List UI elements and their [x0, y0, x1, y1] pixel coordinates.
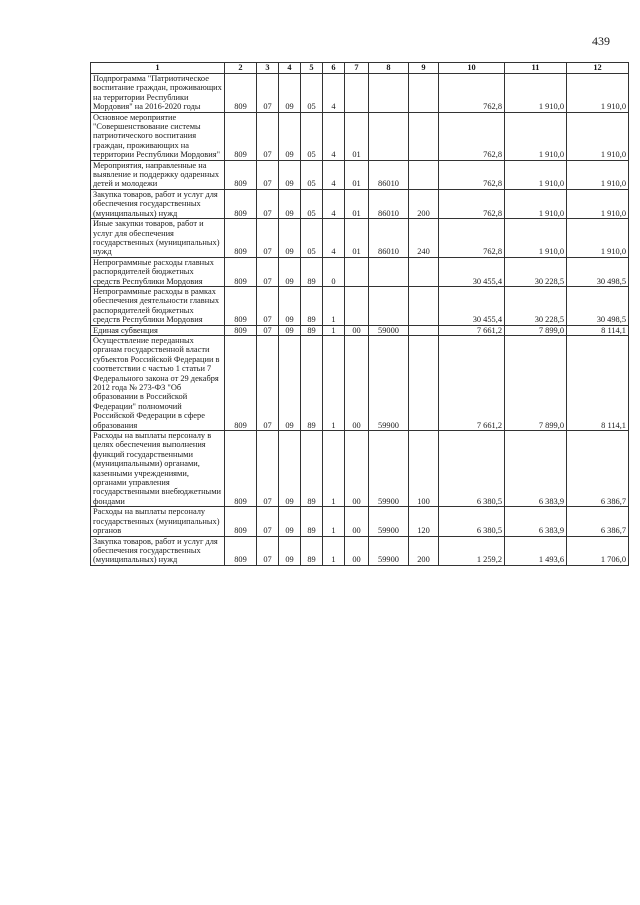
amount-col-10: 7 661,2 — [439, 335, 505, 430]
section-code: 07 — [257, 219, 279, 258]
subprogram-code: 1 — [323, 507, 345, 536]
amount-col-11: 7 899,0 — [505, 335, 567, 430]
subsection-code: 09 — [279, 507, 301, 536]
column-header: 10 — [439, 63, 505, 74]
section-code: 07 — [257, 189, 279, 218]
activity-code: 00 — [345, 431, 369, 507]
row-description: Закупка товаров, работ и услуг для обеспечения государственных (муниципальных) нужд — [91, 189, 225, 218]
row-description: Иные закупки товаров, работ и услуг для обеспечения государственных (муниципальных) нужд — [91, 219, 225, 258]
section-code: 07 — [257, 74, 279, 113]
row-description: Основное мероприятие "Совершенствование системы патриотического воспитания граждан, проживающих на территории Республики Мордовия" — [91, 112, 225, 160]
program-code: 89 — [301, 286, 323, 325]
amount-col-12: 1 910,0 — [567, 160, 629, 189]
amount-col-12: 1 910,0 — [567, 112, 629, 160]
subprogram-code: 1 — [323, 325, 345, 335]
amount-col-11: 6 383,9 — [505, 431, 567, 507]
column-header: 9 — [409, 63, 439, 74]
amount-col-10: 6 380,5 — [439, 507, 505, 536]
section-code: 07 — [257, 335, 279, 430]
table-row — [91, 536, 629, 565]
expense-type-code: 200 — [409, 189, 439, 218]
admin-code: 809 — [225, 507, 257, 536]
row-description: Непрограммные расходы главных распорядителей бюджетных средств Республики Мордовия — [91, 257, 225, 286]
section-code: 07 — [257, 507, 279, 536]
admin-code: 809 — [225, 219, 257, 258]
subsection-code: 09 — [279, 286, 301, 325]
section-code: 07 — [257, 325, 279, 335]
expense-type-code: 240 — [409, 219, 439, 258]
direction-code — [369, 257, 409, 286]
program-code: 89 — [301, 507, 323, 536]
subprogram-code: 4 — [323, 112, 345, 160]
amount-col-11: 1 910,0 — [505, 74, 567, 113]
expense-type-code — [409, 257, 439, 286]
column-header: 1 — [91, 63, 225, 74]
amount-col-12: 6 386,7 — [567, 507, 629, 536]
subsection-code: 09 — [279, 431, 301, 507]
admin-code: 809 — [225, 189, 257, 218]
column-header: 3 — [257, 63, 279, 74]
amount-col-10: 762,8 — [439, 189, 505, 218]
activity-code: 00 — [345, 507, 369, 536]
row-description: Расходы на выплаты персоналу государственных (муниципальных) органов — [91, 507, 225, 536]
direction-code — [369, 112, 409, 160]
amount-col-10: 7 661,2 — [439, 325, 505, 335]
amount-col-11: 7 899,0 — [505, 325, 567, 335]
activity-code: 00 — [345, 325, 369, 335]
section-code: 07 — [257, 160, 279, 189]
subprogram-code: 1 — [323, 335, 345, 430]
amount-col-10: 762,8 — [439, 112, 505, 160]
admin-code: 809 — [225, 257, 257, 286]
expense-type-code — [409, 74, 439, 113]
amount-col-11: 30 228,5 — [505, 286, 567, 325]
amount-col-12: 1 706,0 — [567, 536, 629, 565]
subsection-code: 09 — [279, 335, 301, 430]
program-code: 89 — [301, 335, 323, 430]
program-code: 05 — [301, 189, 323, 218]
section-code: 07 — [257, 286, 279, 325]
amount-col-10: 6 380,5 — [439, 431, 505, 507]
row-description: Закупка товаров, работ и услуг для обеспечения государственных (муниципальных) нужд — [91, 536, 225, 565]
subsection-code: 09 — [279, 257, 301, 286]
amount-col-10: 30 455,4 — [439, 286, 505, 325]
program-code: 05 — [301, 74, 323, 113]
table-row — [91, 160, 629, 189]
activity-code: 01 — [345, 112, 369, 160]
table-row — [91, 335, 629, 430]
column-header: 8 — [369, 63, 409, 74]
amount-col-10: 1 259,2 — [439, 536, 505, 565]
subsection-code: 09 — [279, 189, 301, 218]
table-header-row — [91, 63, 629, 74]
direction-code: 59900 — [369, 431, 409, 507]
program-code: 89 — [301, 257, 323, 286]
subsection-code: 09 — [279, 74, 301, 113]
expense-type-code: 200 — [409, 536, 439, 565]
amount-col-11: 1 910,0 — [505, 160, 567, 189]
row-description: Расходы на выплаты персоналу в целях обеспечения выполнения функций государственными (муниципальными) органами, казенными учреждениями, органами управления государственными внебюджетными фондами — [91, 431, 225, 507]
admin-code: 809 — [225, 431, 257, 507]
admin-code: 809 — [225, 160, 257, 189]
amount-col-12: 30 498,5 — [567, 257, 629, 286]
expense-type-code — [409, 335, 439, 430]
amount-col-11: 1 910,0 — [505, 112, 567, 160]
expense-type-code — [409, 112, 439, 160]
direction-code: 59900 — [369, 507, 409, 536]
subprogram-code: 4 — [323, 189, 345, 218]
subsection-code: 09 — [279, 536, 301, 565]
activity-code — [345, 286, 369, 325]
amount-col-10: 762,8 — [439, 219, 505, 258]
subprogram-code: 1 — [323, 286, 345, 325]
budget-table — [90, 62, 629, 566]
column-header: 7 — [345, 63, 369, 74]
table-row — [91, 325, 629, 335]
column-header: 11 — [505, 63, 567, 74]
activity-code — [345, 257, 369, 286]
amount-col-12: 8 114,1 — [567, 325, 629, 335]
program-code: 05 — [301, 219, 323, 258]
amount-col-12: 6 386,7 — [567, 431, 629, 507]
program-code: 05 — [301, 160, 323, 189]
activity-code: 00 — [345, 536, 369, 565]
amount-col-11: 1 910,0 — [505, 219, 567, 258]
amount-col-12: 1 910,0 — [567, 189, 629, 218]
table-row — [91, 189, 629, 218]
subprogram-code: 4 — [323, 160, 345, 189]
direction-code: 59900 — [369, 536, 409, 565]
direction-code: 59000 — [369, 325, 409, 335]
admin-code: 809 — [225, 286, 257, 325]
admin-code: 809 — [225, 74, 257, 113]
section-code: 07 — [257, 431, 279, 507]
direction-code: 59900 — [369, 335, 409, 430]
program-code: 05 — [301, 112, 323, 160]
activity-code: 01 — [345, 219, 369, 258]
activity-code: 01 — [345, 189, 369, 218]
amount-col-10: 762,8 — [439, 74, 505, 113]
expense-type-code: 100 — [409, 431, 439, 507]
subsection-code: 09 — [279, 112, 301, 160]
amount-col-12: 1 910,0 — [567, 219, 629, 258]
subsection-code: 09 — [279, 219, 301, 258]
table-row — [91, 431, 629, 507]
table-row — [91, 74, 629, 113]
admin-code: 809 — [225, 112, 257, 160]
amount-col-11: 1 910,0 — [505, 189, 567, 218]
subprogram-code: 1 — [323, 536, 345, 565]
table-row — [91, 257, 629, 286]
column-header: 4 — [279, 63, 301, 74]
column-header: 12 — [567, 63, 629, 74]
program-code: 89 — [301, 536, 323, 565]
table-row — [91, 507, 629, 536]
amount-col-11: 1 493,6 — [505, 536, 567, 565]
activity-code: 01 — [345, 160, 369, 189]
amount-col-12: 8 114,1 — [567, 335, 629, 430]
section-code: 07 — [257, 536, 279, 565]
admin-code: 809 — [225, 325, 257, 335]
column-header: 6 — [323, 63, 345, 74]
expense-type-code: 120 — [409, 507, 439, 536]
admin-code: 809 — [225, 335, 257, 430]
direction-code: 86010 — [369, 219, 409, 258]
direction-code — [369, 286, 409, 325]
amount-col-11: 6 383,9 — [505, 507, 567, 536]
program-code: 89 — [301, 325, 323, 335]
subsection-code: 09 — [279, 160, 301, 189]
subprogram-code: 4 — [323, 74, 345, 113]
amount-col-12: 30 498,5 — [567, 286, 629, 325]
expense-type-code — [409, 325, 439, 335]
subprogram-code: 0 — [323, 257, 345, 286]
amount-col-12: 1 910,0 — [567, 74, 629, 113]
amount-col-11: 30 228,5 — [505, 257, 567, 286]
table-row — [91, 219, 629, 258]
direction-code: 86010 — [369, 189, 409, 218]
row-description: Подпрограмма "Патриотическое воспитание граждан, проживающих на территории Республики Мордовия" на 2016-2020 годы — [91, 74, 225, 113]
column-header: 5 — [301, 63, 323, 74]
row-description: Осуществление переданных органам государственной власти субъектов Российской Федерации в соответствии с частью 1 статьи 7 Федерального закона от 29 декабря 2012 года № 273-ФЗ "Об образовании в Российской Федерации" полномочий Российской Федерации в сфере образования — [91, 335, 225, 430]
row-description: Единая субвенция — [91, 325, 225, 335]
direction-code: 86010 — [369, 160, 409, 189]
activity-code: 00 — [345, 335, 369, 430]
direction-code — [369, 74, 409, 113]
section-code: 07 — [257, 112, 279, 160]
table-row — [91, 286, 629, 325]
column-header: 2 — [225, 63, 257, 74]
subsection-code: 09 — [279, 325, 301, 335]
table-row — [91, 112, 629, 160]
row-description: Мероприятия, направленные на выявление и поддержку одаренных детей и молодежи — [91, 160, 225, 189]
expense-type-code — [409, 160, 439, 189]
admin-code: 809 — [225, 536, 257, 565]
program-code: 89 — [301, 431, 323, 507]
subprogram-code: 4 — [323, 219, 345, 258]
activity-code — [345, 74, 369, 113]
section-code: 07 — [257, 257, 279, 286]
page-number: 439 — [592, 34, 610, 48]
amount-col-10: 762,8 — [439, 160, 505, 189]
amount-col-10: 30 455,4 — [439, 257, 505, 286]
row-description: Непрограммные расходы в рамках обеспечения деятельности главных распорядителей бюджетных средств Республики Мордовия — [91, 286, 225, 325]
subprogram-code: 1 — [323, 431, 345, 507]
expense-type-code — [409, 286, 439, 325]
